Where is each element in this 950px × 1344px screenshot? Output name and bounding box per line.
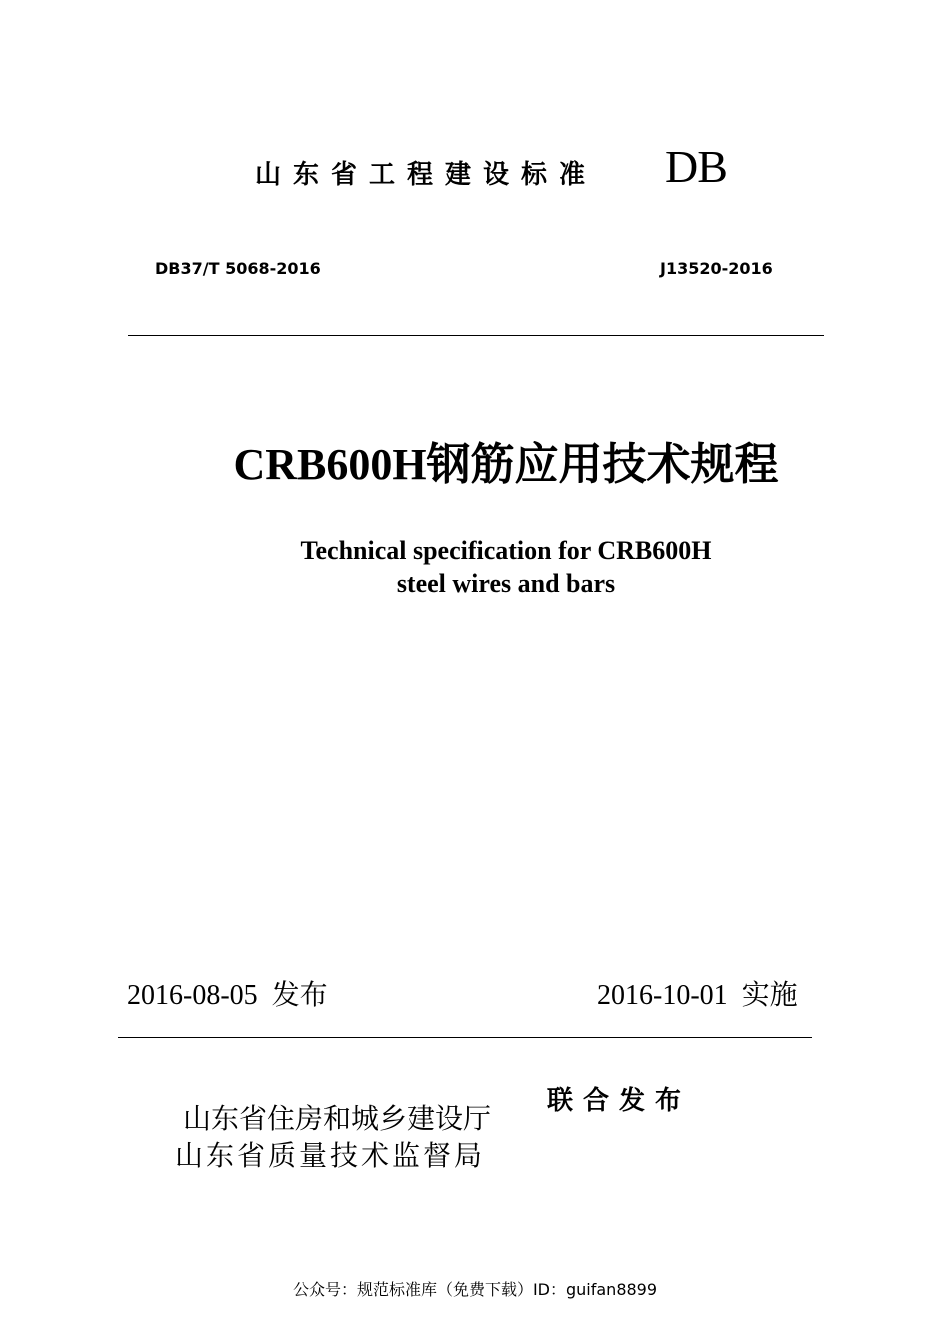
joint-issue-label: 联合发布 (547, 1086, 692, 1116)
issuer-quality-bureau: 山东省质量技术监督局 (175, 1139, 486, 1172)
issuer-housing-department: 山东省住房和城乡建设厅 (183, 1102, 492, 1135)
top-divider (128, 335, 824, 336)
db-mark: DB (665, 141, 727, 192)
title-english-line-2: steel wires and bars (396, 569, 616, 598)
standard-code: DB37/T 5068-2016 (155, 259, 321, 278)
effective-date: 2016-10-01 实施 (597, 980, 798, 1011)
footer-note: 公众号：规范标准库（免费下载）ID：guifan8899 (292, 1280, 658, 1299)
registration-code: J13520-2016 (660, 259, 773, 278)
title-chinese: CRB600H钢筋应用技术规程 (233, 440, 779, 489)
title-english-line-1: Technical specification for CRB600H (300, 536, 712, 565)
bottom-divider (118, 1037, 812, 1038)
standard-series-name: 山东省工程建设标准 (255, 160, 598, 190)
issue-date: 2016-08-05 发布 (127, 980, 328, 1011)
